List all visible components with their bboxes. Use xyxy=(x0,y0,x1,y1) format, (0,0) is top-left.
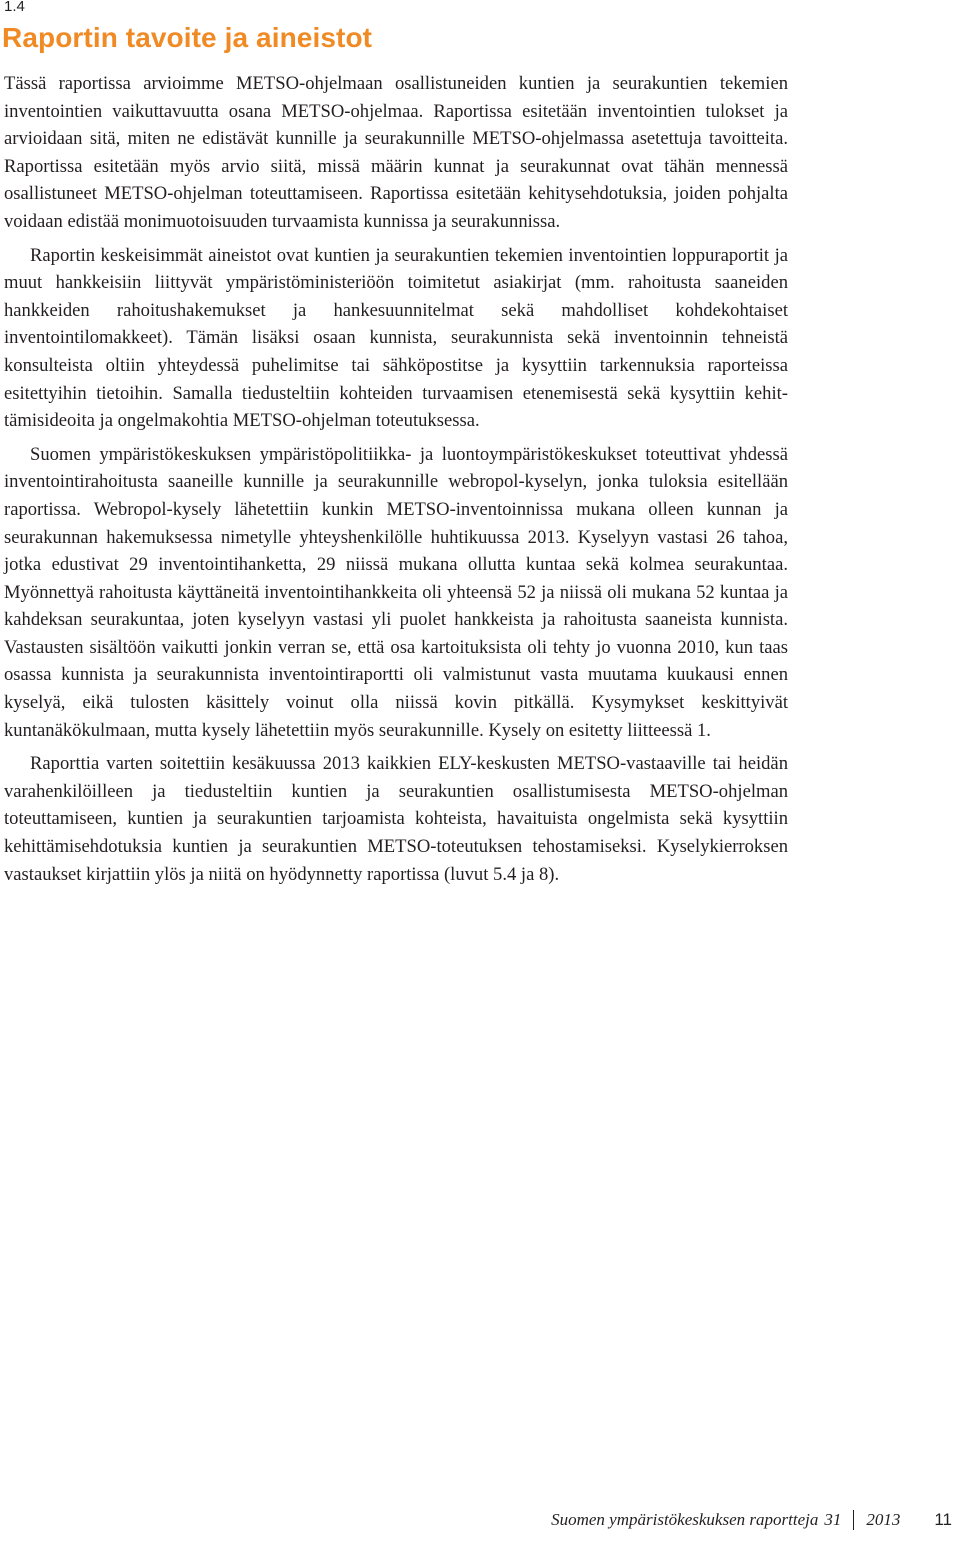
body-text xyxy=(4,70,788,894)
footer-year: 2013 xyxy=(866,1510,901,1529)
footer-series-title: Suomen ympäristökeskuksen raportteja xyxy=(551,1510,819,1529)
footer-divider xyxy=(853,1510,854,1530)
section-number: 1.4 xyxy=(4,0,25,15)
paragraph-4: Raporttia varten soitettiin kesäkuussa 2013 kaikkien ELY-keskusten METSO-vastaaville tai heidän varahenkilöilleen ja tiedusteltiin kuntien ja seurakuntien osallistumisesta METSO-ohjelman toteuttamiseen, kuntien ja seurakuntien tarjoamista kohteista, havaituista ongelmista sekä kysyttiin kehittämisehdotuksia kuntien ja seurakuntien METSO-toteutuksen tehostamiseksi. Kyselykierroksen vastaukset kirjattiin ylös ja niitä on hyödynnetty raportissa (luvut 5.4 ja 8). xyxy=(4,753,788,885)
page-title: Raportin tavoite ja aineistot xyxy=(2,22,373,53)
footer-issue: 31 xyxy=(824,1510,842,1529)
page-footer xyxy=(551,1510,952,1530)
paragraph-2: Raportin keskeisimmät aineistot ovat kuntien ja seurakuntien tekemien inventointien loppuraportit ja muut hankkeisiin liittyvät ympäristöministeriöön toimitetut asiakirjat (mm. rahoitusta saaneiden hankkeiden rahoitushakemukset ja hankesuunnitelmat sekä mahdolliset kohdekohtaiset inventointilomakkeet). Tämän lisäksi osaan kunnista, seurakunnista sekä inventoinnin tehneistä konsulteista oltiin yhteydessä puhelimitse tai sähköpostitse ja kysyttiin tarkennuksia raporteissa esitettyihin tietoihin. Samalla tiedusteltiin kohteiden turvaamisen etenemisestä sekä kysyttiin kehittämisideoita ja ongelmakohtia METSO-ohjelman toteutuksessa. xyxy=(4,244,788,432)
page-number: 11 xyxy=(934,1510,952,1529)
paragraph-3: Suomen ympäristökeskuksen ympäristöpolitiikka- ja luontoympäristökeskukset toteuttivat yhdessä inventointirahoitusta saaneille kunnille ja seurakunnille webropol-kyselyn, jonka tuloksia esitellään raportissa. Webropol-kysely lähetettiin kunkin METSO-inventoinnissa mukana olleen kunnan ja seurakunnan hakemuksessa nimetylle yhteyshenkilölle huhtikuussa 2013. Kyselyyn vastasi 26 tahoa, jotka edustivat 29 inventointihanketta, 29 niissä mukana ollutta kuntaa sekä kolmea seurakuntaa. Myönnettyä rahoitusta käyttäneitä inventointihankkeita oli yhteensä 52 ja niissä oli mukana 52 kuntaa ja kahdeksan seurakuntaa, joten kyselyyn vastasi yli puolet hankkeista ja rahoitusta saaneista kunnista. Vastausten sisältöön vaikutti jonkin verran se, että osa kartoituksista oli tehty jo vuonna 2010, kun taas osassa kunnista ja seurakunnista inventointiraportti oli valmistunut vasta muutama kuukausi ennen kyselyä, eikä tulosten käsittely voinut olla niissä kovin pitkällä. Kysymykset keskittyivät kuntanäkökulmaan, mutta kysely lähetettiin myös seurakunnille. Kysely on esitetty liitteessä 1. xyxy=(4,443,788,741)
paragraph-1: Tässä raportissa arvioimme METSO-ohjelmaan osallistuneiden kuntien ja seurakuntien tekemien inventointien vaikuttavuutta osana METSO-ohjelmaa. Raportissa esitetään inventointien tulokset ja arvioidaan sitä, miten ne edistävät kunnille ja seurakunnille METSO-ohjelmassa asetettuja tavoitteita. Raportissa esitetään myös arvio siitä, missä määrin kunnat ja seurakunnat ovat tähän mennessä osallistuneet METSO-ohjelman toteuttamiseen. Raportissa esitetään kehitysehdotuksia, joiden pohjalta voidaan edistää monimuotoisuuden turvaamista kunnissa ja seurakunnissa. xyxy=(4,73,788,232)
